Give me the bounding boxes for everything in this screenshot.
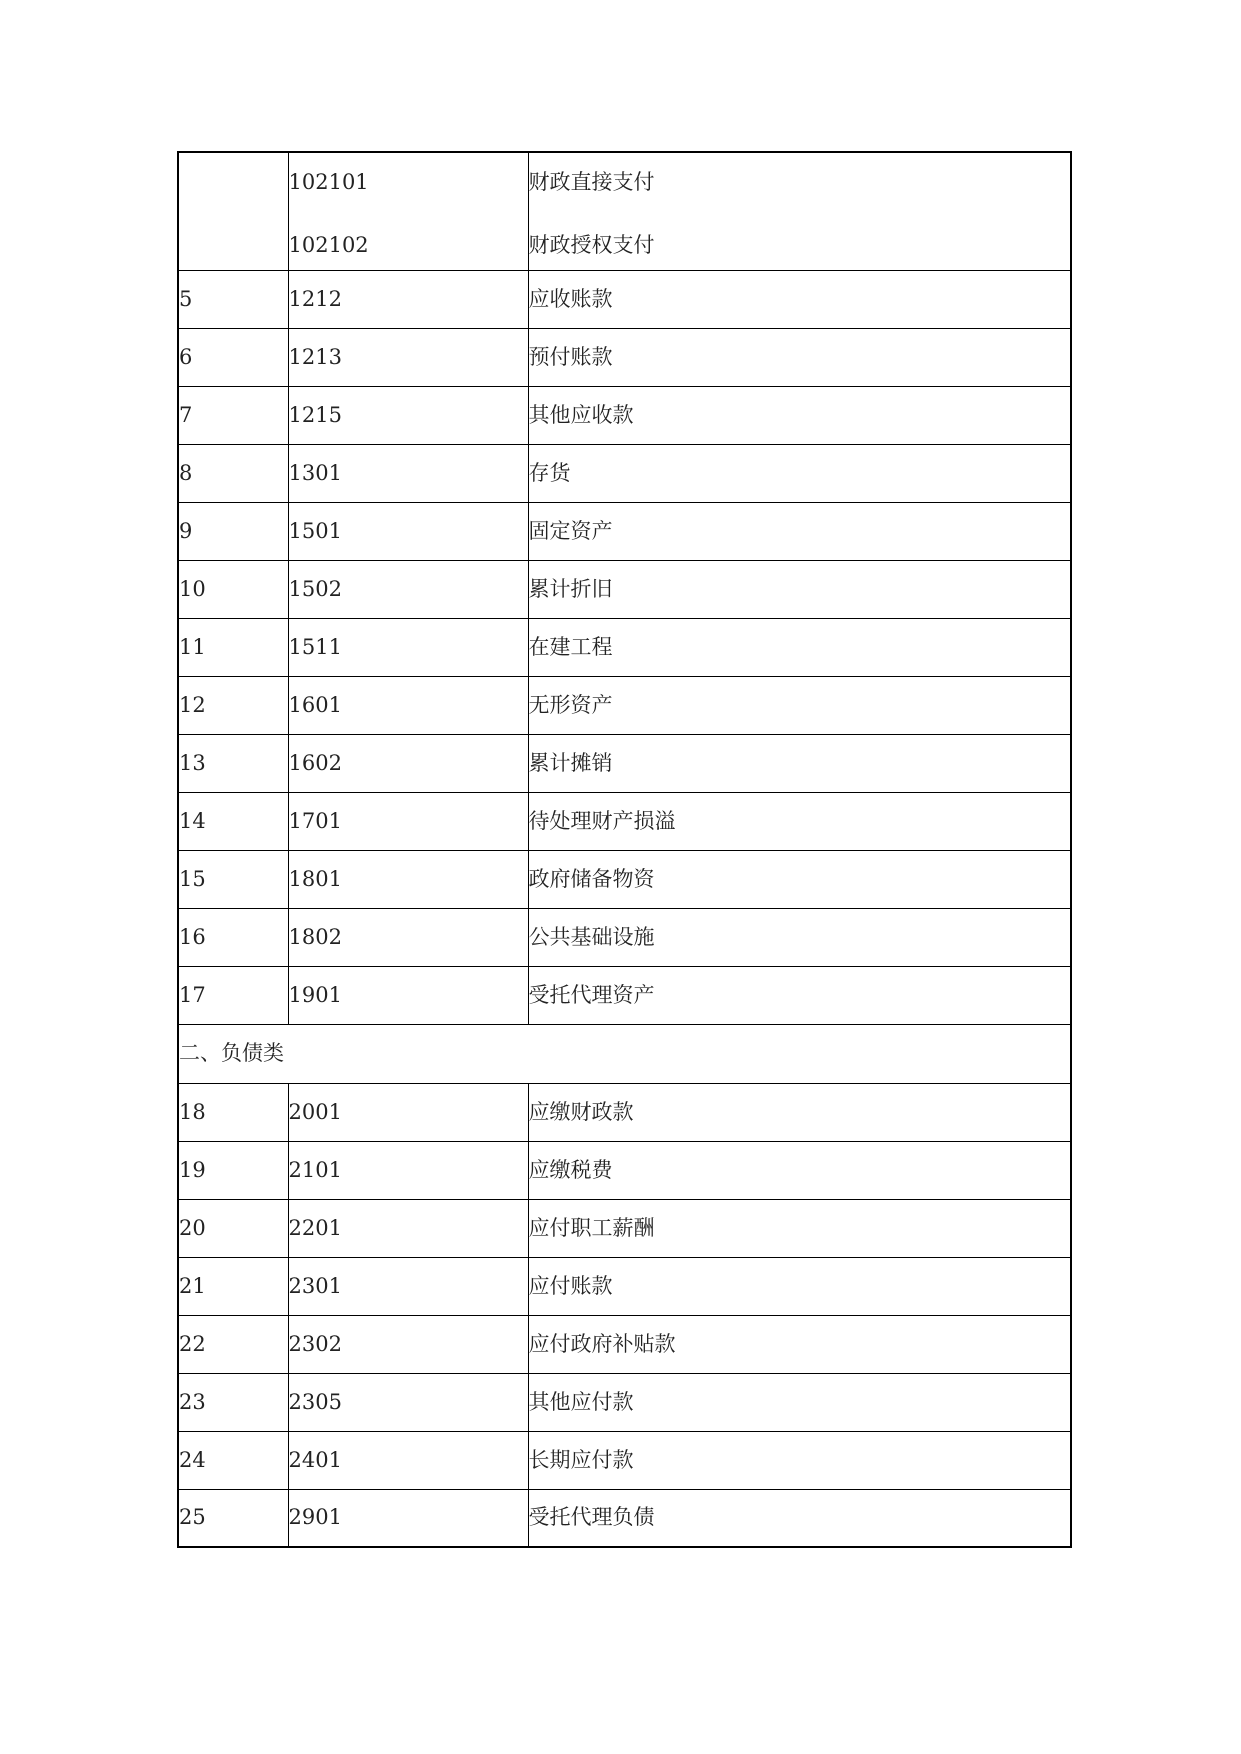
name-cell: 长期应付款 xyxy=(528,1431,1071,1489)
table-row xyxy=(178,1141,1071,1199)
name-cell: 存货 xyxy=(528,444,1071,502)
name-cell: 应收账款 xyxy=(528,270,1071,328)
seq-cell: 9 xyxy=(178,502,288,560)
code-cell: 2101 xyxy=(288,1141,528,1199)
name-cell xyxy=(528,152,1071,270)
table-row xyxy=(178,1315,1071,1373)
code-cell: 1212 xyxy=(288,270,528,328)
name-cell: 其他应付款 xyxy=(528,1373,1071,1431)
table-row xyxy=(178,1373,1071,1431)
accounts-table-body xyxy=(178,152,1071,1547)
seq-cell: 25 xyxy=(178,1489,288,1547)
code-cell: 1601 xyxy=(288,676,528,734)
name-cell: 累计折旧 xyxy=(528,560,1071,618)
table-row xyxy=(178,502,1071,560)
table-row xyxy=(178,152,1071,270)
seq-cell: 24 xyxy=(178,1431,288,1489)
name-cell: 应缴税费 xyxy=(528,1141,1071,1199)
code-stack xyxy=(289,156,528,266)
seq-cell xyxy=(178,152,288,270)
table-row xyxy=(178,792,1071,850)
code-cell: 1511 xyxy=(288,618,528,676)
seq-cell: 5 xyxy=(178,270,288,328)
code-cell: 1501 xyxy=(288,502,528,560)
name-cell: 累计摊销 xyxy=(528,734,1071,792)
code-cell xyxy=(288,152,528,270)
section-row xyxy=(178,1024,1071,1083)
account-code: 102102 xyxy=(288,233,369,258)
table-row xyxy=(178,966,1071,1024)
code-cell: 2305 xyxy=(288,1373,528,1431)
name-cell: 应付职工薪酬 xyxy=(528,1199,1071,1257)
code-cell: 2001 xyxy=(288,1083,528,1141)
name-cell: 预付账款 xyxy=(528,328,1071,386)
table-row xyxy=(178,386,1071,444)
name-cell: 公共基础设施 xyxy=(528,908,1071,966)
section-heading-liabilities: 二、负债类 xyxy=(178,1024,1071,1083)
table-row xyxy=(178,1257,1071,1315)
table-row xyxy=(178,270,1071,328)
name-cell: 固定资产 xyxy=(528,502,1071,560)
name-cell: 应缴财政款 xyxy=(528,1083,1071,1141)
code-cell: 1602 xyxy=(288,734,528,792)
seq-cell: 16 xyxy=(178,908,288,966)
table-row xyxy=(178,676,1071,734)
code-cell: 1901 xyxy=(288,966,528,1024)
code-cell: 1502 xyxy=(288,560,528,618)
name-cell: 应付政府补贴款 xyxy=(528,1315,1071,1373)
seq-cell: 13 xyxy=(178,734,288,792)
table-row xyxy=(178,1199,1071,1257)
name-cell: 无形资产 xyxy=(528,676,1071,734)
seq-cell: 17 xyxy=(178,966,288,1024)
name-cell: 应付账款 xyxy=(528,1257,1071,1315)
seq-cell: 19 xyxy=(178,1141,288,1199)
table-row xyxy=(178,1083,1071,1141)
table-row xyxy=(178,560,1071,618)
code-cell: 1802 xyxy=(288,908,528,966)
seq-cell: 15 xyxy=(178,850,288,908)
code-cell: 1215 xyxy=(288,386,528,444)
account-code: 102101 xyxy=(288,170,369,195)
account-name: 财政授权支付 xyxy=(528,233,655,258)
code-cell: 2401 xyxy=(288,1431,528,1489)
table-row xyxy=(178,734,1071,792)
seq-cell: 12 xyxy=(178,676,288,734)
name-cell: 在建工程 xyxy=(528,618,1071,676)
name-cell: 受托代理资产 xyxy=(528,966,1071,1024)
code-cell: 2901 xyxy=(288,1489,528,1547)
seq-cell: 18 xyxy=(178,1083,288,1141)
table-row xyxy=(178,850,1071,908)
seq-cell: 21 xyxy=(178,1257,288,1315)
accounts-table xyxy=(177,151,1072,1548)
table-row xyxy=(178,1489,1071,1547)
seq-cell: 11 xyxy=(178,618,288,676)
account-name: 财政直接支付 xyxy=(528,170,655,195)
table-row xyxy=(178,328,1071,386)
code-cell: 2301 xyxy=(288,1257,528,1315)
table-row xyxy=(178,444,1071,502)
name-cell: 政府储备物资 xyxy=(528,850,1071,908)
seq-cell: 14 xyxy=(178,792,288,850)
table-row xyxy=(178,618,1071,676)
seq-cell: 20 xyxy=(178,1199,288,1257)
code-cell: 1213 xyxy=(288,328,528,386)
code-cell: 1801 xyxy=(288,850,528,908)
code-cell: 1301 xyxy=(288,444,528,502)
table-row xyxy=(178,908,1071,966)
table-row xyxy=(178,1431,1071,1489)
name-cell: 受托代理负债 xyxy=(528,1489,1071,1547)
seq-cell: 7 xyxy=(178,386,288,444)
code-cell: 2201 xyxy=(288,1199,528,1257)
seq-cell: 6 xyxy=(178,328,288,386)
name-cell: 待处理财产损溢 xyxy=(528,792,1071,850)
code-cell: 2302 xyxy=(288,1315,528,1373)
name-stack xyxy=(529,156,1071,266)
seq-cell: 22 xyxy=(178,1315,288,1373)
code-cell: 1701 xyxy=(288,792,528,850)
name-cell: 其他应收款 xyxy=(528,386,1071,444)
seq-cell: 23 xyxy=(178,1373,288,1431)
seq-cell: 8 xyxy=(178,444,288,502)
seq-cell: 10 xyxy=(178,560,288,618)
